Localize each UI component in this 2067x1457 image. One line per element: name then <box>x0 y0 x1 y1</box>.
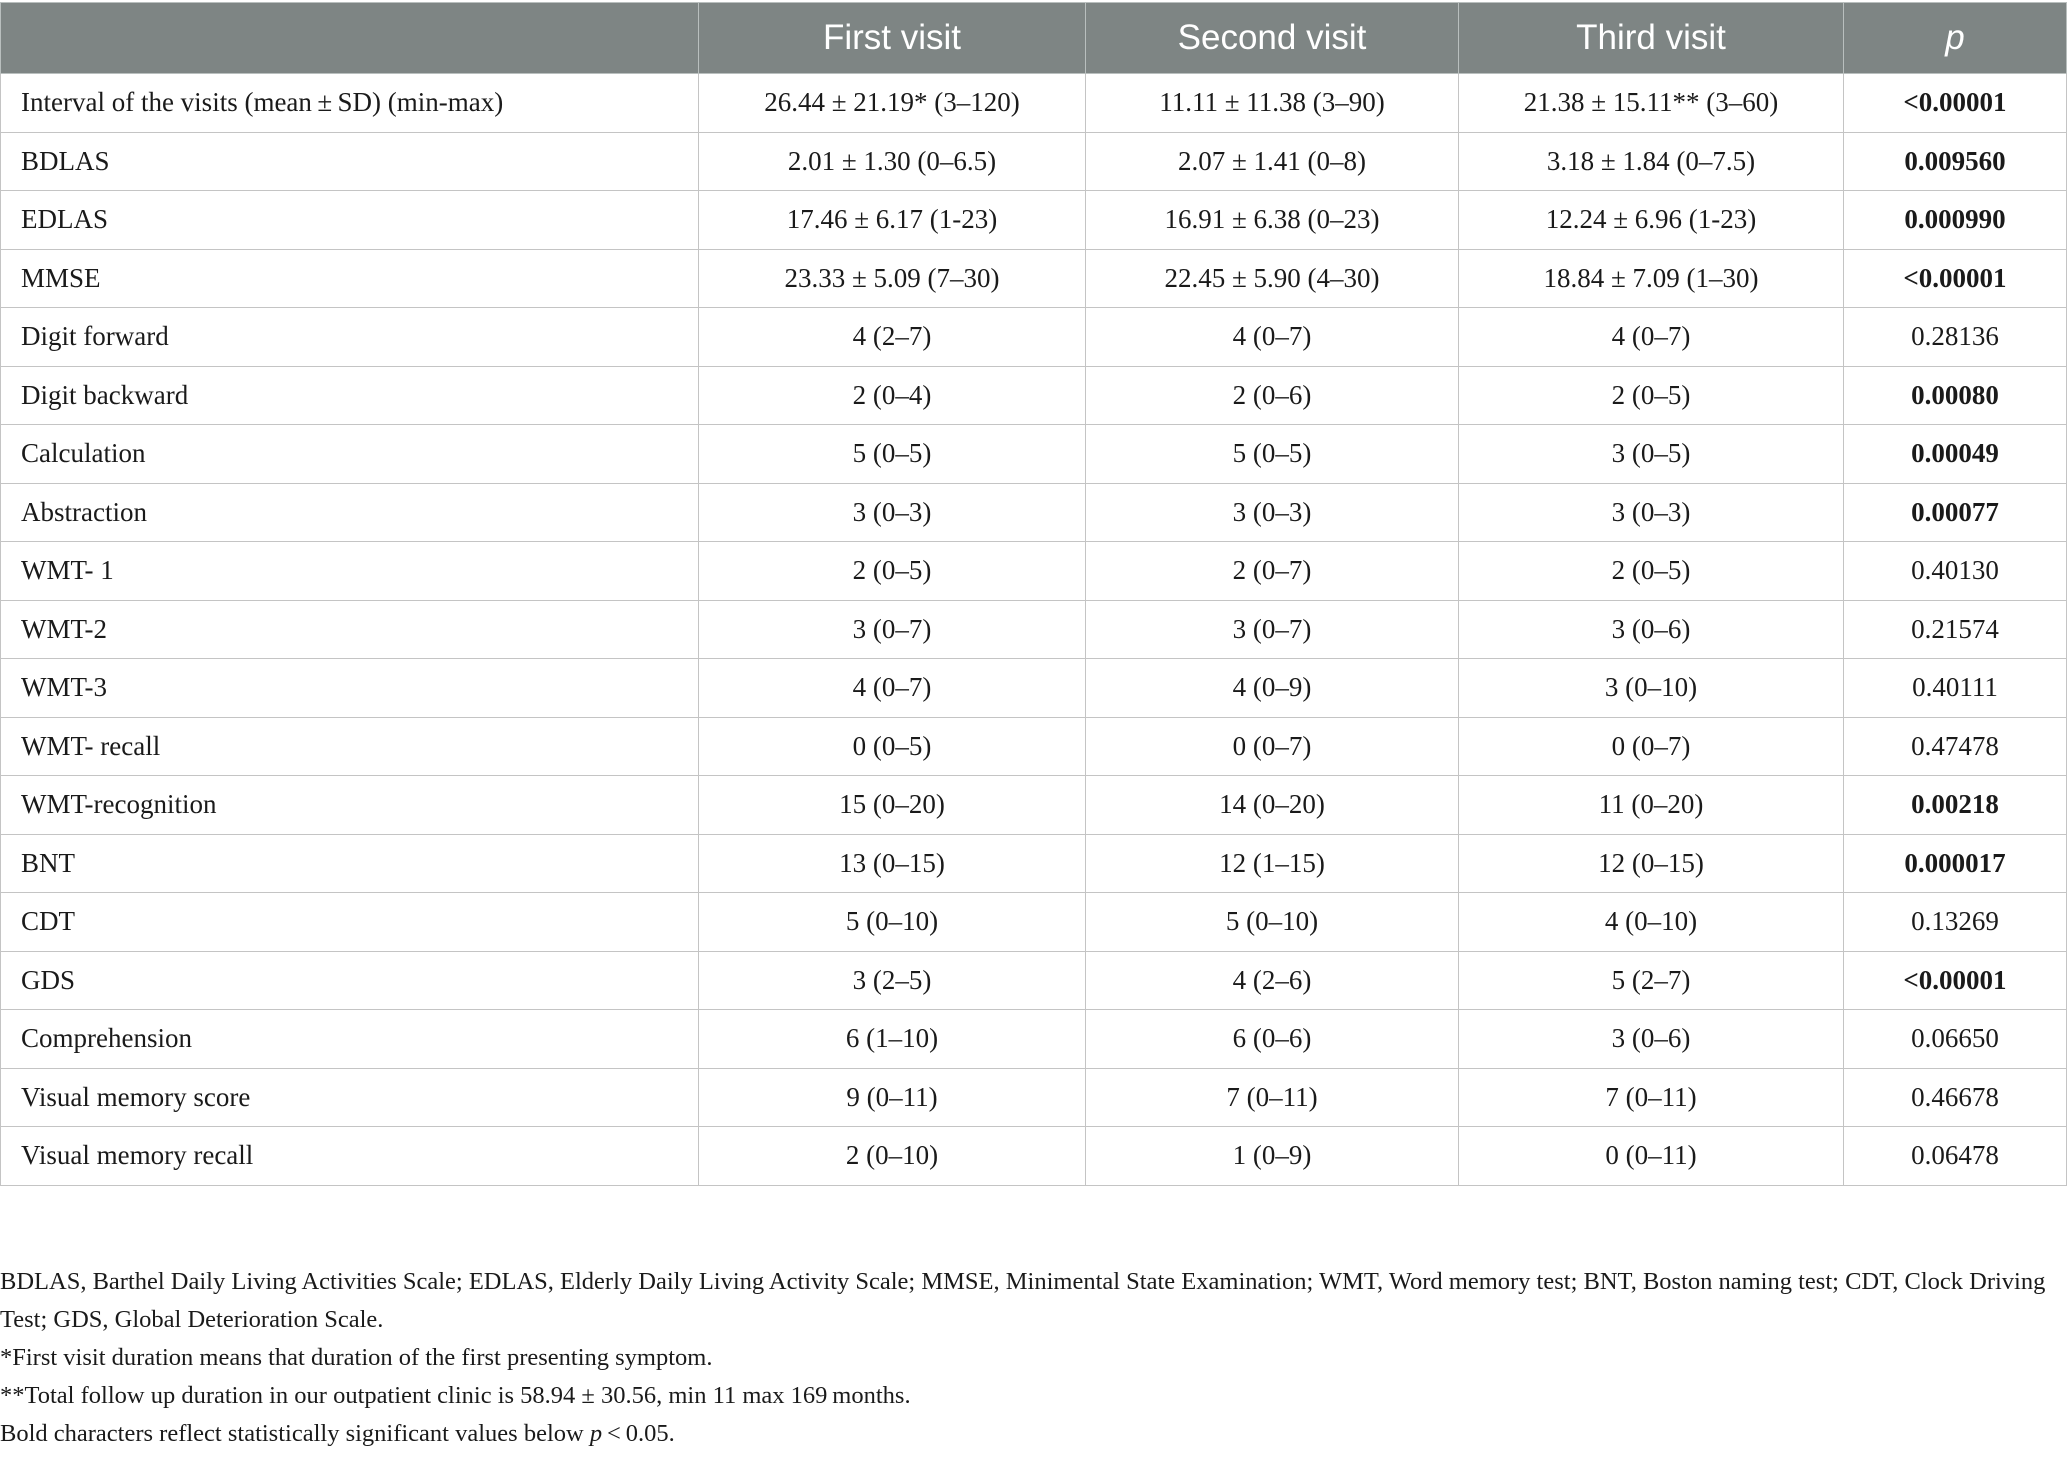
cell-second-visit: 2 (0–7) <box>1086 542 1459 601</box>
results-table <box>0 2 2067 1186</box>
cell-first-visit: 4 (2–7) <box>699 308 1086 367</box>
row-label: WMT-recognition <box>1 776 699 835</box>
cell-p-value: 0.28136 <box>1844 308 2067 367</box>
cell-first-visit: 3 (0–7) <box>699 600 1086 659</box>
row-label: Interval of the visits (mean ± SD) (min-max) <box>1 74 699 133</box>
header-blank <box>1 3 699 74</box>
cell-p-value: 0.000017 <box>1844 834 2067 893</box>
cell-third-visit: 4 (0–10) <box>1459 893 1844 952</box>
footnote-abbreviations: BDLAS, Barthel Daily Living Activities Scale; EDLAS, Elderly Daily Living Activity Scale; MMSE, Minimental State Examination; WMT, Word memory test; BNT, Boston naming test; CDT, Clock Driving Test; GDS, Global Deterioration Scale. <box>0 1268 2046 1333</box>
cell-second-visit: 0 (0–7) <box>1086 717 1459 776</box>
cell-first-visit: 9 (0–11) <box>699 1068 1086 1127</box>
cell-third-visit: 12 (0–15) <box>1459 834 1844 893</box>
cell-first-visit: 0 (0–5) <box>699 717 1086 776</box>
cell-first-visit: 2 (0–4) <box>699 366 1086 425</box>
cell-p-value: 0.47478 <box>1844 717 2067 776</box>
cell-first-visit: 2.01 ± 1.30 (0–6.5) <box>699 132 1086 191</box>
cell-third-visit: 2 (0–5) <box>1459 366 1844 425</box>
cell-second-visit: 6 (0–6) <box>1086 1010 1459 1069</box>
header-third-visit: Third visit <box>1459 3 1844 74</box>
row-label: Digit backward <box>1 366 699 425</box>
cell-second-visit: 2.07 ± 1.41 (0–8) <box>1086 132 1459 191</box>
row-label: CDT <box>1 893 699 952</box>
table-row <box>1 132 2067 191</box>
cell-p-value: 0.13269 <box>1844 893 2067 952</box>
cell-first-visit: 23.33 ± 5.09 (7–30) <box>699 249 1086 308</box>
table-row <box>1 776 2067 835</box>
cell-p-value: 0.40130 <box>1844 542 2067 601</box>
cell-p-value: 0.00218 <box>1844 776 2067 835</box>
row-label: WMT- 1 <box>1 542 699 601</box>
row-label: EDLAS <box>1 191 699 250</box>
cell-second-visit: 1 (0–9) <box>1086 1127 1459 1186</box>
table-row <box>1 483 2067 542</box>
row-label: BNT <box>1 834 699 893</box>
cell-third-visit: 7 (0–11) <box>1459 1068 1844 1127</box>
cell-second-visit: 3 (0–7) <box>1086 600 1459 659</box>
table-row <box>1 717 2067 776</box>
row-label: Abstraction <box>1 483 699 542</box>
row-label: Calculation <box>1 425 699 484</box>
table-header <box>1 3 2067 74</box>
row-label: GDS <box>1 951 699 1010</box>
row-label: Digit forward <box>1 308 699 367</box>
table-row <box>1 308 2067 367</box>
cell-third-visit: 3.18 ± 1.84 (0–7.5) <box>1459 132 1844 191</box>
row-label: Comprehension <box>1 1010 699 1069</box>
row-label: BDLAS <box>1 132 699 191</box>
cell-third-visit: 3 (0–6) <box>1459 1010 1844 1069</box>
cell-first-visit: 5 (0–10) <box>699 893 1086 952</box>
table-row <box>1 1010 2067 1069</box>
cell-third-visit: 3 (0–6) <box>1459 600 1844 659</box>
cell-second-visit: 11.11 ± 11.38 (3–90) <box>1086 74 1459 133</box>
cell-first-visit: 15 (0–20) <box>699 776 1086 835</box>
footnote-first-visit: *First visit duration means that duration of the first presenting symptom. <box>0 1344 713 1371</box>
cell-second-visit: 4 (0–9) <box>1086 659 1459 718</box>
cell-p-value: 0.00077 <box>1844 483 2067 542</box>
cell-p-value: 0.00049 <box>1844 425 2067 484</box>
cell-second-visit: 4 (2–6) <box>1086 951 1459 1010</box>
row-label: WMT- recall <box>1 717 699 776</box>
cell-first-visit: 17.46 ± 6.17 (1-23) <box>699 191 1086 250</box>
cell-third-visit: 5 (2–7) <box>1459 951 1844 1010</box>
table-row <box>1 1068 2067 1127</box>
table-row <box>1 249 2067 308</box>
table-row <box>1 74 2067 133</box>
table-row <box>1 191 2067 250</box>
cell-second-visit: 16.91 ± 6.38 (0–23) <box>1086 191 1459 250</box>
cell-third-visit: 12.24 ± 6.96 (1-23) <box>1459 191 1844 250</box>
cell-p-value: 0.40111 <box>1844 659 2067 718</box>
cell-p-value: 0.06478 <box>1844 1127 2067 1186</box>
cell-second-visit: 22.45 ± 5.90 (4–30) <box>1086 249 1459 308</box>
table-row <box>1 366 2067 425</box>
cell-p-value: 0.46678 <box>1844 1068 2067 1127</box>
footnote-p-symbol: p <box>589 1420 603 1447</box>
cell-third-visit: 11 (0–20) <box>1459 776 1844 835</box>
cell-first-visit: 13 (0–15) <box>699 834 1086 893</box>
table-row <box>1 542 2067 601</box>
cell-second-visit: 12 (1–15) <box>1086 834 1459 893</box>
cell-p-value: 0.009560 <box>1844 132 2067 191</box>
cell-p-value: 0.06650 <box>1844 1010 2067 1069</box>
cell-first-visit: 2 (0–10) <box>699 1127 1086 1186</box>
cell-first-visit: 6 (1–10) <box>699 1010 1086 1069</box>
table-row <box>1 659 2067 718</box>
cell-third-visit: 3 (0–10) <box>1459 659 1844 718</box>
footnote-follow-up: **Total follow up duration in our outpatient clinic is 58.94 ± 30.56, min 11 max 169 months. <box>0 1382 911 1409</box>
cell-p-value: 0.21574 <box>1844 600 2067 659</box>
table-footnotes <box>0 1263 2050 1453</box>
cell-first-visit: 2 (0–5) <box>699 542 1086 601</box>
cell-third-visit: 2 (0–5) <box>1459 542 1844 601</box>
cell-p-value: <0.00001 <box>1844 249 2067 308</box>
cell-third-visit: 3 (0–5) <box>1459 425 1844 484</box>
cell-second-visit: 2 (0–6) <box>1086 366 1459 425</box>
row-label: MMSE <box>1 249 699 308</box>
cell-third-visit: 0 (0–11) <box>1459 1127 1844 1186</box>
row-label: WMT-2 <box>1 600 699 659</box>
cell-first-visit: 4 (0–7) <box>699 659 1086 718</box>
row-label: WMT-3 <box>1 659 699 718</box>
header-second-visit: Second visit <box>1086 3 1459 74</box>
table-row <box>1 893 2067 952</box>
cell-third-visit: 21.38 ± 15.11** (3–60) <box>1459 74 1844 133</box>
cell-second-visit: 3 (0–3) <box>1086 483 1459 542</box>
header-first-visit: First visit <box>699 3 1086 74</box>
cell-p-value: 0.000990 <box>1844 191 2067 250</box>
header-p-value: p <box>1844 3 2067 74</box>
cell-second-visit: 7 (0–11) <box>1086 1068 1459 1127</box>
footnote-threshold: < 0.05. <box>602 1420 675 1447</box>
row-label: Visual memory recall <box>1 1127 699 1186</box>
cell-p-value: 0.00080 <box>1844 366 2067 425</box>
cell-second-visit: 14 (0–20) <box>1086 776 1459 835</box>
cell-third-visit: 18.84 ± 7.09 (1–30) <box>1459 249 1844 308</box>
cell-first-visit: 3 (0–3) <box>699 483 1086 542</box>
cell-third-visit: 0 (0–7) <box>1459 717 1844 776</box>
table-row <box>1 425 2067 484</box>
table-row <box>1 600 2067 659</box>
cell-first-visit: 26.44 ± 21.19* (3–120) <box>699 74 1086 133</box>
cell-first-visit: 5 (0–5) <box>699 425 1086 484</box>
cell-first-visit: 3 (2–5) <box>699 951 1086 1010</box>
footnote-bold-text: Bold characters reflect statistically significant values below <box>0 1420 590 1447</box>
cell-p-value: <0.00001 <box>1844 74 2067 133</box>
cell-p-value: <0.00001 <box>1844 951 2067 1010</box>
table-row <box>1 1127 2067 1186</box>
cell-third-visit: 4 (0–7) <box>1459 308 1844 367</box>
header-row <box>1 3 2067 74</box>
cell-third-visit: 3 (0–3) <box>1459 483 1844 542</box>
cell-second-visit: 5 (0–10) <box>1086 893 1459 952</box>
row-label: Visual memory score <box>1 1068 699 1127</box>
table-row <box>1 951 2067 1010</box>
footnote-bold-significance <box>0 1415 2050 1453</box>
cell-second-visit: 5 (0–5) <box>1086 425 1459 484</box>
table-body <box>1 74 2067 1186</box>
cell-second-visit: 4 (0–7) <box>1086 308 1459 367</box>
table-row <box>1 834 2067 893</box>
